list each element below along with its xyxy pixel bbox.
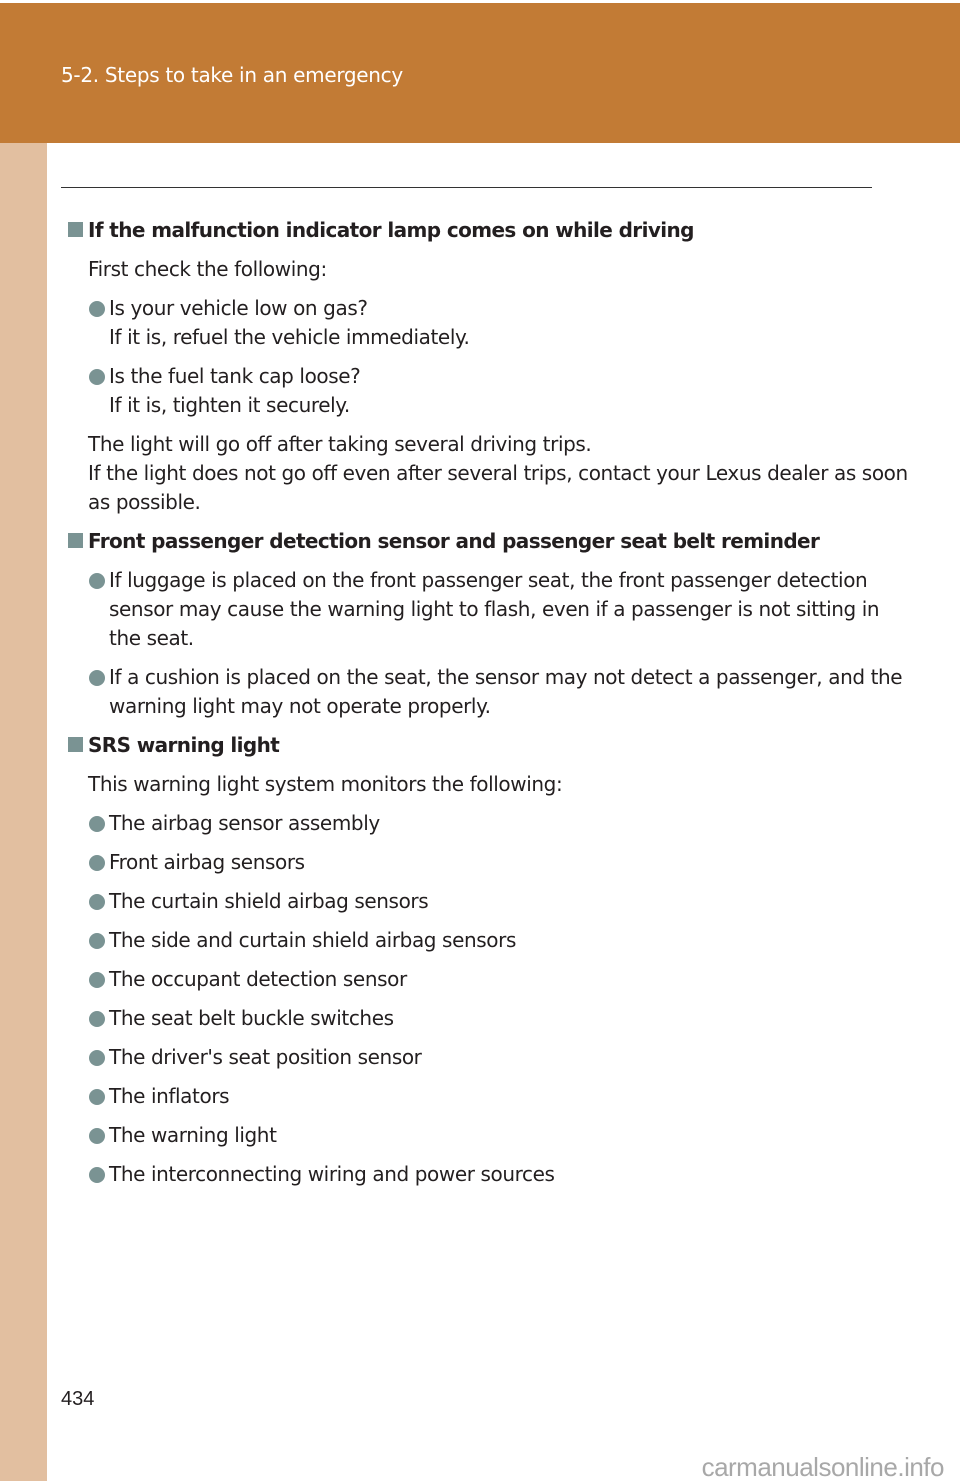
bullet-icon [89, 573, 105, 589]
bullet-icon [89, 1011, 105, 1027]
bullet-icon [89, 1089, 105, 1105]
bullet-text: Front airbag sensors [109, 849, 305, 874]
section-heading: Front passenger detection sensor and passenger seat belt reminder [88, 528, 820, 553]
body-text: This warning light system monitors the following: [88, 771, 563, 796]
bullet-text: the seat. [109, 625, 194, 650]
bullet-text: Is the fuel tank cap loose? [109, 363, 361, 388]
bullet-text: The seat belt buckle switches [109, 1005, 394, 1030]
bullet-text: The curtain shield airbag sensors [109, 888, 429, 913]
bullet-text: The inflators [109, 1083, 230, 1108]
bullet-text: If it is, refuel the vehicle immediately. [109, 324, 470, 349]
chapter-header [0, 3, 960, 143]
bullet-icon [89, 1050, 105, 1066]
bullet-text: warning light may not operate properly. [109, 693, 491, 718]
bullet-text: If a cushion is placed on the seat, the sensor may not detect a passenger, and the [109, 664, 903, 689]
watermark: carmanualsonline.info [701, 1452, 944, 1482]
bullet-icon [89, 301, 105, 317]
side-strip [0, 143, 47, 1481]
bullet-text: The warning light [109, 1122, 277, 1147]
bullet-icon [89, 816, 105, 832]
bullet-text: The driver's seat position sensor [109, 1044, 422, 1069]
section-marker-icon [68, 533, 83, 548]
section-heading: SRS warning light [88, 732, 280, 757]
bullet-text: The airbag sensor assembly [109, 810, 380, 835]
body-text: First check the following: [88, 256, 327, 281]
bullet-text: If luggage is placed on the front passenger seat, the front passenger detection [109, 567, 868, 592]
bullet-text: The side and curtain shield airbag sensors [109, 927, 516, 952]
bullet-text: The interconnecting wiring and power sources [109, 1161, 555, 1186]
section-heading: If the malfunction indicator lamp comes on while driving [88, 217, 694, 242]
bullet-icon [89, 369, 105, 385]
bullet-text: sensor may cause the warning light to flash, even if a passenger is not sitting in [109, 596, 880, 621]
bullet-icon [89, 1167, 105, 1183]
bullet-text: Is your vehicle low on gas? [109, 295, 368, 320]
bullet-icon [89, 1128, 105, 1144]
chapter-title: 5-2. Steps to take in an emergency [61, 63, 403, 87]
bullet-icon [89, 933, 105, 949]
bullet-text: If it is, tighten it securely. [109, 392, 350, 417]
page-number: 434 [61, 1388, 95, 1410]
bullet-icon [89, 670, 105, 686]
bullet-icon [89, 855, 105, 871]
bullet-icon [89, 894, 105, 910]
section-marker-icon [68, 737, 83, 752]
divider [61, 187, 872, 188]
body-text: The light will go off after taking several driving trips. [88, 431, 592, 456]
section-marker-icon [68, 222, 83, 237]
body-text: as possible. [88, 489, 201, 514]
bullet-text: The occupant detection sensor [109, 966, 407, 991]
bullet-icon [89, 972, 105, 988]
body-text: If the light does not go off even after several trips, contact your Lexus dealer as soon [88, 460, 908, 485]
